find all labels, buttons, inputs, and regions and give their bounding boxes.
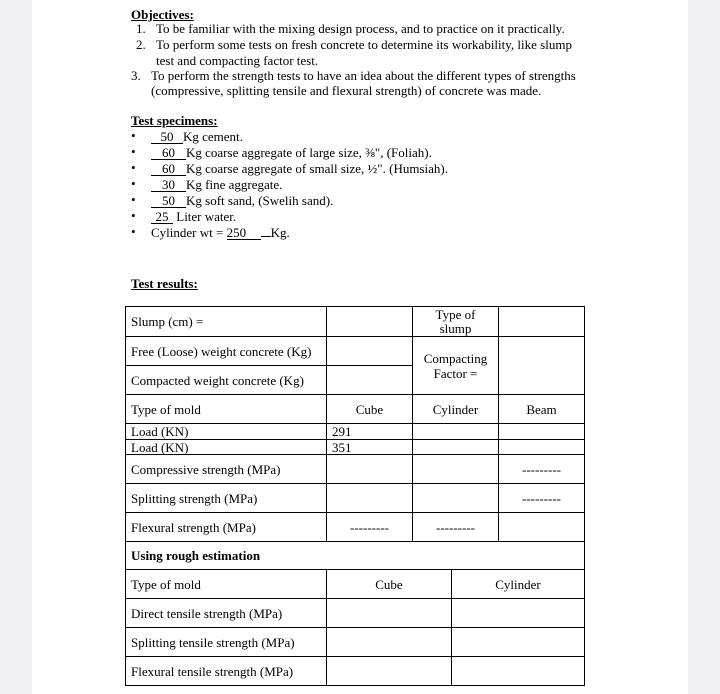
table-row xyxy=(126,440,585,455)
compacting-factor-value-cell xyxy=(499,337,585,395)
slump-value-cell xyxy=(327,307,413,337)
load-value: 291 xyxy=(327,424,413,440)
cylinder-weight: Cylinder wt = 250 Kg. xyxy=(151,225,290,240)
compressive-cylinder-cell xyxy=(413,455,499,484)
specimens-heading: Test specimens: xyxy=(131,113,218,128)
rough-estimation-table xyxy=(125,541,585,686)
bullet-icon: • xyxy=(131,128,136,143)
objective-number: 3. xyxy=(131,68,141,83)
splitting-cube-cell xyxy=(327,484,413,513)
compacting-factor-label: Compacting Factor = xyxy=(413,337,499,395)
load-cylinder-cell xyxy=(413,424,499,440)
compressive-strength-label: Compressive strength (MPa) xyxy=(126,455,327,484)
splitting-strength-label: Splitting strength (MPa) xyxy=(126,484,327,513)
specimen-item: 60 Kg coarse aggregate of large size, ⅜", (Foliah). xyxy=(151,145,432,160)
flexural-tensile-cube-cell xyxy=(327,657,452,686)
objective-text: test and compacting factor test. xyxy=(156,53,319,68)
table-row xyxy=(126,455,585,484)
table-row xyxy=(126,424,585,440)
specimen-item: 60 Kg coarse aggregate of small size, ½". (Humsiah). xyxy=(151,161,448,176)
mold-type-label: Type of mold xyxy=(126,570,327,599)
rough-estimation-heading: Using rough estimation xyxy=(126,542,585,570)
mold-cube: Cube xyxy=(327,395,413,424)
table-row xyxy=(126,657,585,686)
load-label: Load (KN) xyxy=(126,424,327,440)
flexural-cube-dashes: --------- xyxy=(327,513,413,542)
splitting-tensile-cube-cell xyxy=(327,628,452,657)
results-table xyxy=(125,306,585,542)
flexural-beam-cell xyxy=(499,513,585,542)
bullet-icon: • xyxy=(131,176,136,191)
load-beam-cell xyxy=(499,440,585,455)
compacted-weight-value-cell xyxy=(327,366,413,395)
mold-cylinder: Cylinder xyxy=(452,570,585,599)
load-cylinder-cell xyxy=(413,440,499,455)
slump-label: Slump (cm) = xyxy=(126,307,327,337)
free-weight-value-cell xyxy=(327,337,413,366)
objective-text: (compressive, splitting tensile and flexural strength) of concrete was made. xyxy=(151,83,542,98)
type-of-slump-label: Type of slump xyxy=(413,307,499,337)
table-row xyxy=(126,307,585,337)
objective-text: To perform some tests on fresh concrete to determine its workability, like slump xyxy=(156,37,572,52)
objective-number: 2. xyxy=(136,37,146,52)
results-heading: Test results: xyxy=(131,276,198,291)
splitting-cylinder-cell xyxy=(413,484,499,513)
table-row xyxy=(126,599,585,628)
table-row xyxy=(126,542,585,570)
mold-beam: Beam xyxy=(499,395,585,424)
type-of-slump-value-cell xyxy=(499,307,585,337)
flexural-tensile-label: Flexural tensile strength (MPa) xyxy=(126,657,327,686)
objective-text: To be familiar with the mixing design process, and to practice on it practically. xyxy=(156,21,565,36)
mold-cube: Cube xyxy=(327,570,452,599)
flexural-strength-label: Flexural strength (MPa) xyxy=(126,513,327,542)
load-beam-cell xyxy=(499,424,585,440)
table-row xyxy=(126,484,585,513)
table-row xyxy=(126,395,585,424)
flexural-cylinder-dashes: --------- xyxy=(413,513,499,542)
mold-cylinder: Cylinder xyxy=(413,395,499,424)
compressive-cube-cell xyxy=(327,455,413,484)
table-row xyxy=(126,513,585,542)
mold-type-label: Type of mold xyxy=(126,395,327,424)
table-row xyxy=(126,570,585,599)
splitting-tensile-cylinder-cell xyxy=(452,628,585,657)
specimen-item: 50 Kg cement. xyxy=(151,129,243,144)
specimen-item: 25 Liter water. xyxy=(151,209,236,224)
splitting-tensile-label: Splitting tensile strength (MPa) xyxy=(126,628,327,657)
direct-tensile-cylinder-cell xyxy=(452,599,585,628)
bullet-icon: • xyxy=(131,144,136,159)
bullet-icon: • xyxy=(131,224,136,239)
bullet-icon: • xyxy=(131,208,136,223)
table-row xyxy=(126,337,585,366)
load-value: 351 xyxy=(327,440,413,455)
bullet-icon: • xyxy=(131,160,136,175)
free-weight-label: Free (Loose) weight concrete (Kg) xyxy=(126,337,327,366)
document-page xyxy=(32,0,688,694)
load-label: Load (KN) xyxy=(126,440,327,455)
splitting-beam-dashes: --------- xyxy=(499,484,585,513)
compressive-beam-dashes: --------- xyxy=(499,455,585,484)
direct-tensile-label: Direct tensile strength (MPa) xyxy=(126,599,327,628)
flexural-tensile-cylinder-cell xyxy=(452,657,585,686)
bullet-icon: • xyxy=(131,192,136,207)
objectives-heading: Objectives: xyxy=(131,7,194,22)
table-row xyxy=(126,628,585,657)
specimen-item: 50 Kg soft sand, (Swelih sand). xyxy=(151,193,333,208)
direct-tensile-cube-cell xyxy=(327,599,452,628)
objective-number: 1. xyxy=(136,21,146,36)
objective-text: To perform the strength tests to have an idea about the different types of strengths xyxy=(151,68,576,83)
specimen-item: 30 Kg fine aggregate. xyxy=(151,177,282,192)
compacted-weight-label: Compacted weight concrete (Kg) xyxy=(126,366,327,395)
